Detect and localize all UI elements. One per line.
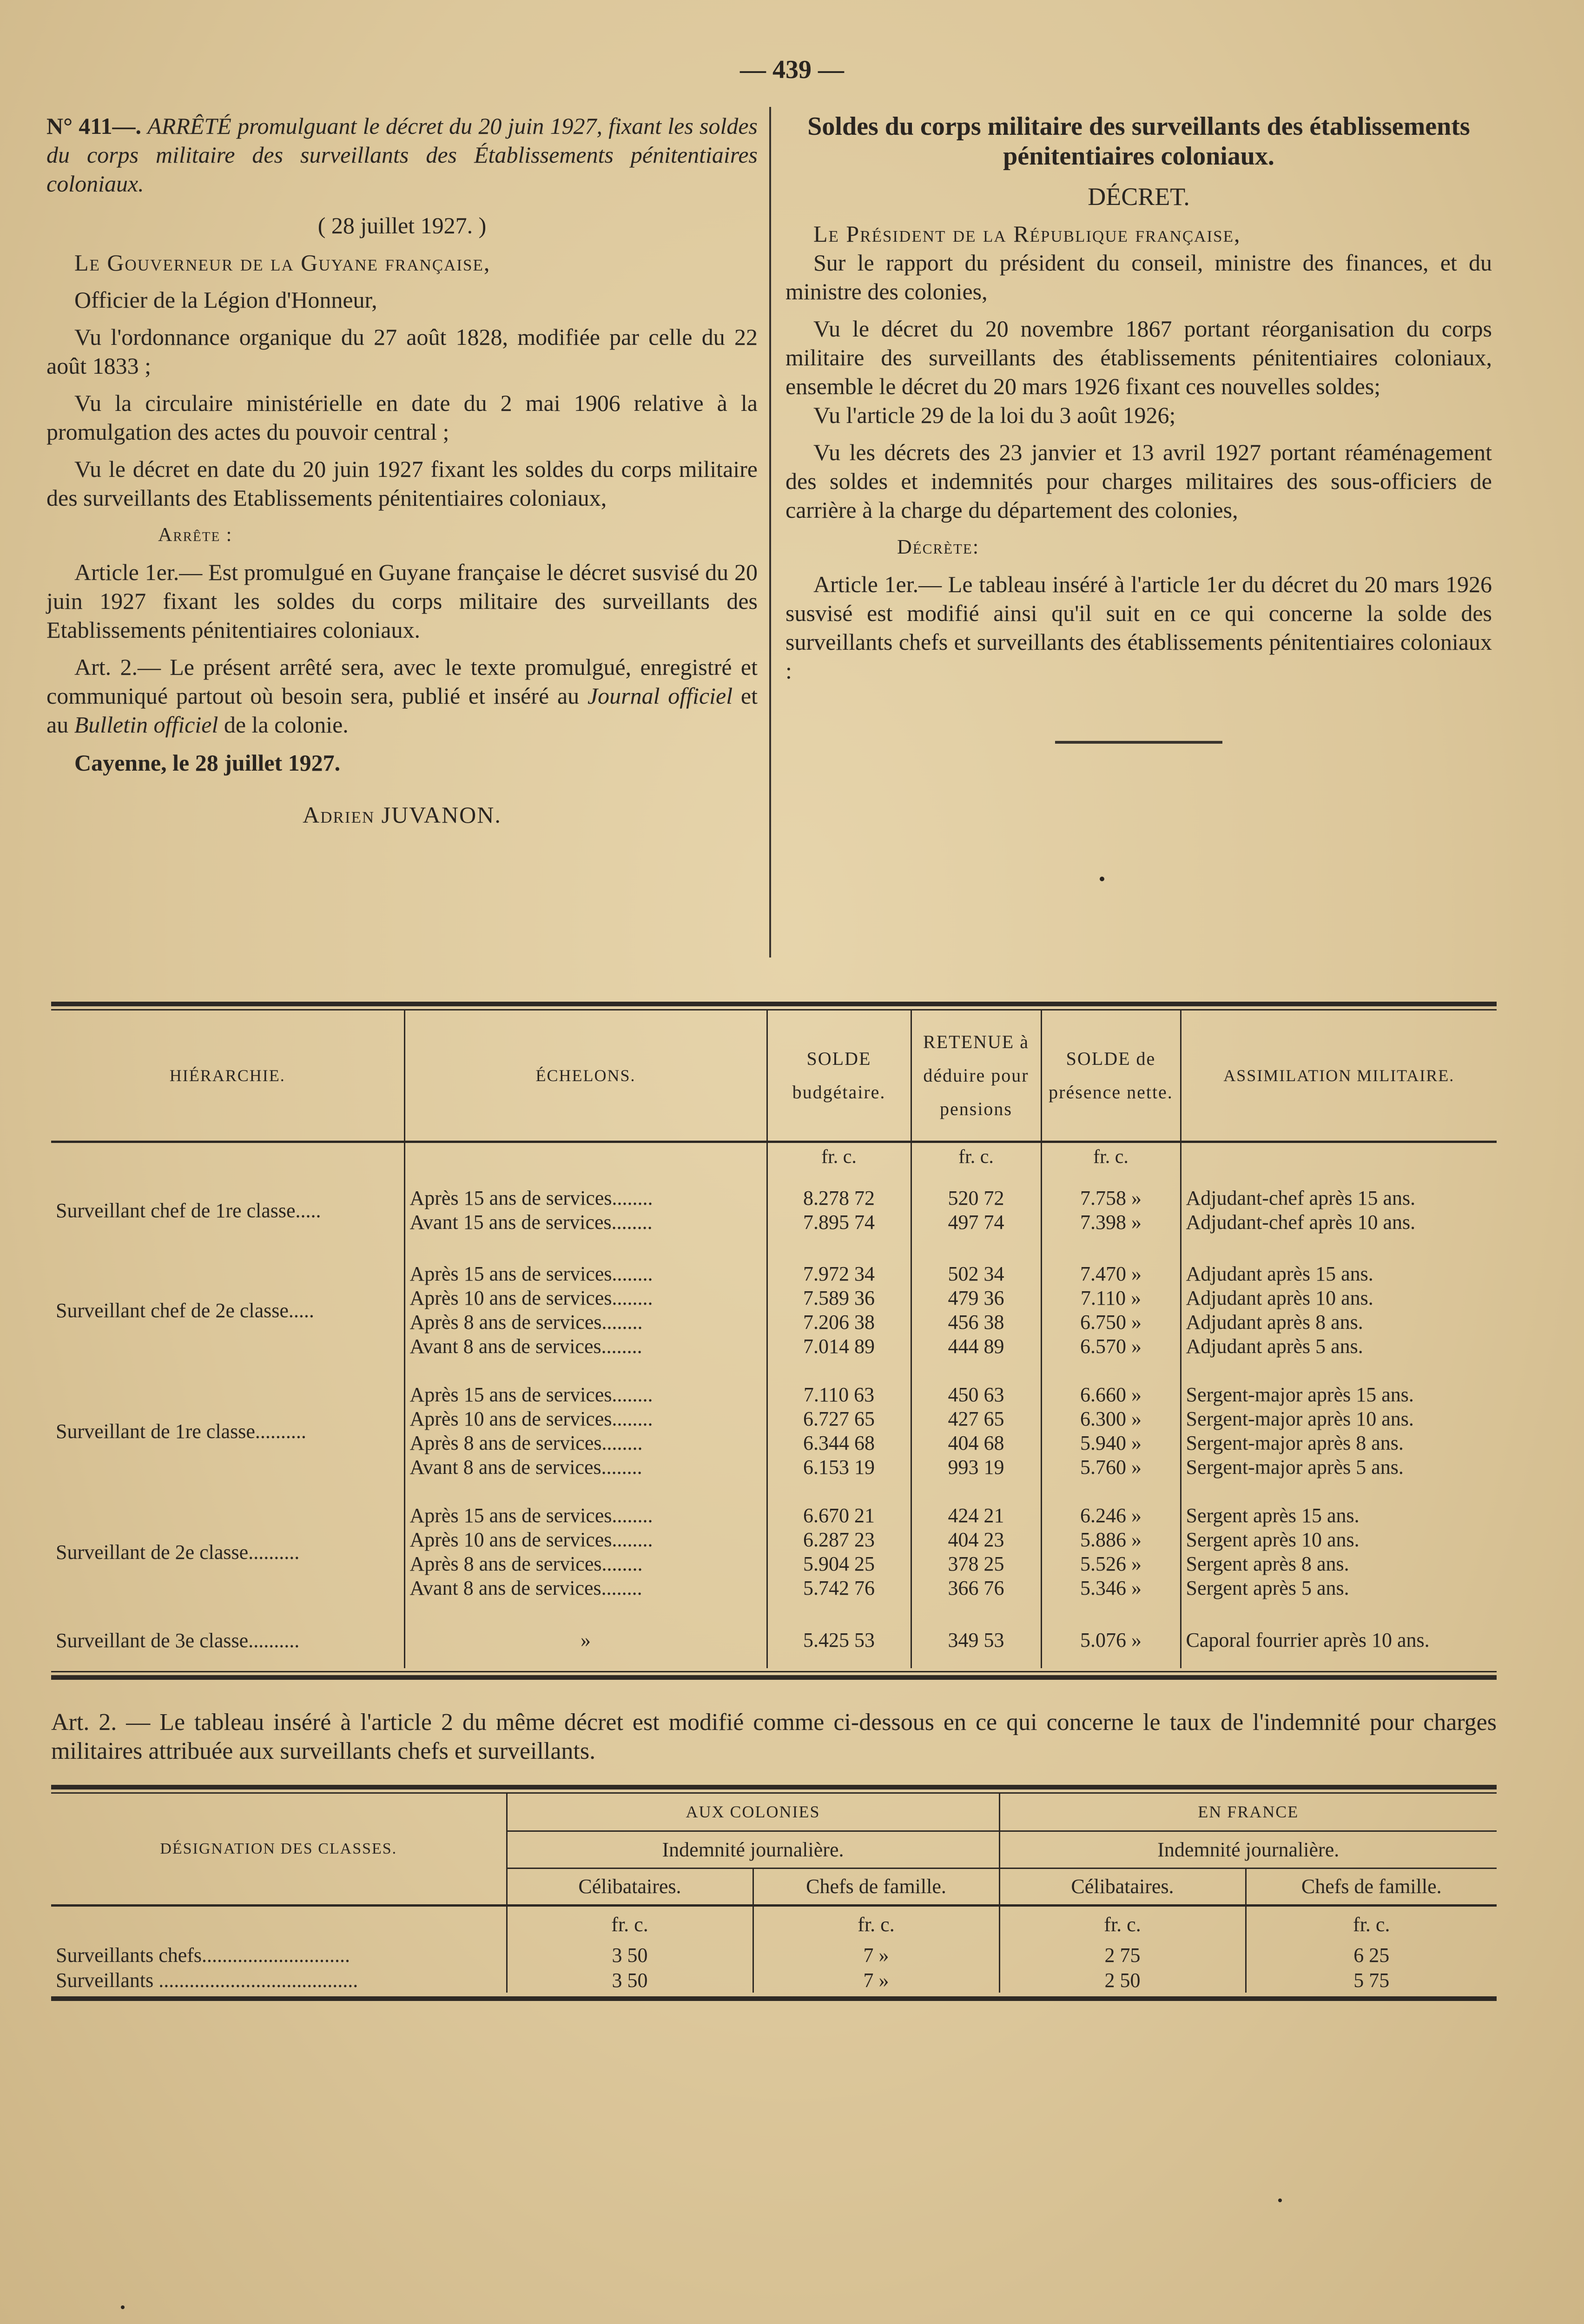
value: 5 75 <box>1246 1967 1497 1993</box>
page-number: — 439 — <box>740 55 844 84</box>
indemnite-france: Indemnité journalière. <box>999 1831 1497 1868</box>
decrete-label: Décrète: <box>897 535 980 558</box>
value: 5.346 » <box>1080 1577 1142 1599</box>
value: 5.526 » <box>1080 1552 1142 1575</box>
value: Sergent après 8 ans. <box>1186 1552 1349 1575</box>
assimilation-cell <box>1181 1492 1497 1612</box>
header-celib-france: Célibataires. <box>999 1868 1246 1905</box>
value: 5.076 » <box>1080 1629 1142 1651</box>
value: 5.425 53 <box>803 1629 875 1651</box>
unit-blank <box>1181 1142 1497 1171</box>
value: Sergent après 10 ans. <box>1186 1528 1360 1551</box>
value: 424 21 <box>948 1504 1004 1527</box>
header-retenue: RETENUE à déduire pour pensions <box>911 1010 1041 1142</box>
header-echelons: ÉCHELONS. <box>404 1010 767 1142</box>
retenue-cell <box>911 1492 1041 1612</box>
value: 5.940 » <box>1080 1432 1142 1454</box>
value: Sergent-major après 10 ans. <box>1186 1407 1414 1430</box>
value: Adjudant-chef après 10 ans. <box>1186 1211 1416 1234</box>
indemnite-colonies: Indemnité journalière. <box>507 1831 999 1868</box>
retenue-cell <box>911 1250 1041 1371</box>
rank-name: Surveillant de 1re classe.......... <box>56 1419 306 1443</box>
assimilation-cell <box>1181 1371 1497 1492</box>
table-row <box>51 1250 1497 1371</box>
retenue-cell <box>911 1171 1041 1250</box>
signature: Adrien JUVANON. <box>303 802 502 828</box>
rapport-line: Sur le rapport du président du conseil, ministre des finances, et du ministre des colonies, <box>785 250 1492 304</box>
echelon: » <box>581 1629 591 1651</box>
value: 5.760 » <box>1080 1456 1142 1479</box>
table-bottom-rule-thin <box>51 1671 1497 1672</box>
presence-cell <box>1041 1371 1181 1492</box>
unit-budgetaire: fr. c. <box>767 1142 911 1171</box>
article-2 <box>46 653 758 739</box>
class-label: Surveillants ....................................... <box>56 1968 358 1992</box>
assimilation-cell <box>1181 1171 1497 1250</box>
echelon-cell <box>404 1371 767 1492</box>
value: 5.886 » <box>1080 1528 1142 1551</box>
header-designation: DÉSIGNATION DES CLASSES. <box>160 1840 397 1857</box>
value: 7.110 » <box>1080 1287 1142 1309</box>
echelon: Après 15 ans de services........ <box>409 1187 653 1209</box>
unit-retenue: fr. c. <box>911 1142 1041 1171</box>
echelon: Après 8 ans de services........ <box>409 1311 643 1334</box>
value: 7 » <box>753 1942 999 1967</box>
column-divider <box>769 107 771 957</box>
arrete-heading <box>46 112 758 198</box>
presence-cell <box>1041 1492 1181 1612</box>
header-solde-presence: SOLDE de présence nette. <box>1041 1010 1181 1142</box>
unit-presence: fr. c. <box>1041 1142 1181 1171</box>
budgetaire-cell <box>767 1250 911 1371</box>
value: 404 68 <box>948 1432 1004 1454</box>
ink-speck <box>1278 2199 1282 2202</box>
article-1: Article 1er.— Est promulgué en Guyane française le décret susvisé du 20 juin 1927 fixant les soldes du corps militaire des surveillants des Etablissements pénitentiaires coloniaux. <box>46 559 758 643</box>
article-2-start: Art. 2.— Le présent arrêté sera, avec le texte promulgué, enregistré et communiqué partout où besoin sera, publié et inséré au <box>46 654 758 709</box>
arrete-number: N° 411—. <box>46 113 142 139</box>
value: Sergent après 5 ans. <box>1186 1577 1349 1599</box>
decree-title: Soldes du corps militaire des surveillants des établissements pénitentiaires coloniaux. <box>807 112 1470 171</box>
value: 8.278 72 <box>803 1187 875 1209</box>
value: Adjudant après 8 ans. <box>1186 1311 1363 1334</box>
journal-officiel: Journal officiel <box>587 683 733 709</box>
echelon-cell <box>404 1612 767 1668</box>
echelon: Après 10 ans de services........ <box>409 1407 653 1430</box>
table-row <box>51 1492 1497 1612</box>
presence-cell <box>1041 1250 1181 1371</box>
table-row <box>51 1371 1497 1492</box>
value: 6.300 » <box>1080 1407 1142 1430</box>
header-aux-colonies: AUX COLONIES <box>507 1794 999 1831</box>
rank-name: Surveillant de 2e classe.......... <box>56 1540 300 1564</box>
echelon: Avant 8 ans de services........ <box>409 1577 642 1599</box>
visa-decrets-1927: Vu les décrets des 23 janvier et 13 avril 1927 portant réaménagement des soldes et indemnités pour charges militaires des sous-officiers de carrière à la charge du département des colonies, <box>785 439 1492 523</box>
header-celib-colonies: Célibataires. <box>507 1868 753 1905</box>
value: Sergent-major après 15 ans. <box>1186 1383 1414 1406</box>
ink-speck <box>1100 877 1104 881</box>
value: Adjudant après 5 ans. <box>1186 1335 1363 1358</box>
value: 993 19 <box>948 1456 1004 1479</box>
value: 497 74 <box>948 1211 1004 1234</box>
value: Sergent-major après 5 ans. <box>1186 1456 1404 1479</box>
class-label: Surveillants chefs............................. <box>56 1943 350 1967</box>
table2-bottom-rule <box>51 1996 1497 2001</box>
article-2-end: de la colonie. <box>218 712 349 738</box>
table2-top-rule <box>51 1785 1497 1789</box>
value: 502 34 <box>948 1262 1004 1285</box>
value: 6.153 19 <box>803 1456 875 1479</box>
value: 450 63 <box>948 1383 1004 1406</box>
budgetaire-cell <box>767 1171 911 1250</box>
salary-table <box>51 1002 1497 1680</box>
echelon-cell <box>404 1171 767 1250</box>
value: 7.206 38 <box>803 1311 875 1334</box>
arrete-title: ARRÊTÉ promulguant le décret du 20 juin 1927, fixant les soldes du corps militaire des surveillants des Établissements pénitentiaires coloniaux. <box>46 113 758 197</box>
budgetaire-cell <box>767 1612 911 1668</box>
header-en-france: EN FRANCE <box>999 1794 1497 1831</box>
value: 7.014 89 <box>803 1335 875 1358</box>
value: 6.344 68 <box>803 1432 875 1454</box>
value: 6.670 21 <box>803 1504 875 1527</box>
value: 6.246 » <box>1080 1504 1142 1527</box>
value: 427 65 <box>948 1407 1004 1430</box>
arrete-label: Arrête : <box>158 524 233 546</box>
value: 3 50 <box>507 1967 753 1993</box>
assimilation-cell <box>1181 1612 1497 1668</box>
decree-article-1: Article 1er.— Le tableau inséré à l'article 1er du décret du 20 mars 1926 susvisé est modifié ainsi qu'il suit en ce qui concerne la solde des surveillants chefs et surveillants des établissements pénitentiaires coloniaux : <box>785 571 1492 684</box>
value: 7.589 36 <box>803 1287 875 1309</box>
value: 349 53 <box>948 1629 1004 1651</box>
value: 479 36 <box>948 1287 1004 1309</box>
table-top-rule <box>51 1002 1497 1006</box>
unit: fr. c. <box>507 1905 753 1942</box>
echelon: Après 8 ans de services........ <box>409 1552 643 1575</box>
value: 378 25 <box>948 1552 1004 1575</box>
rank-name: Surveillant chef de 1re classe..... <box>56 1199 321 1222</box>
value: 7.398 » <box>1080 1211 1142 1234</box>
rank-name: Surveillant de 3e classe.......... <box>56 1629 300 1652</box>
value: 3 50 <box>507 1942 753 1967</box>
echelon: Après 15 ans de services........ <box>409 1383 653 1406</box>
value: 7.758 » <box>1080 1187 1142 1209</box>
value: Sergent-major après 8 ans. <box>1186 1432 1404 1454</box>
echelon: Avant 15 ans de services........ <box>409 1211 653 1234</box>
value: 6.287 23 <box>803 1528 875 1551</box>
value: 7 » <box>753 1967 999 1993</box>
presence-cell <box>1041 1612 1181 1668</box>
echelon: Avant 8 ans de services........ <box>409 1456 642 1479</box>
table-row <box>51 1967 1497 1993</box>
value: 444 89 <box>948 1335 1004 1358</box>
value: 7.972 34 <box>803 1262 875 1285</box>
unit: fr. c. <box>999 1905 1246 1942</box>
value: 520 72 <box>948 1187 1004 1209</box>
arrete-date: ( 28 juillet 1927. ) <box>317 212 487 238</box>
budgetaire-cell <box>767 1371 911 1492</box>
echelon-cell <box>404 1250 767 1371</box>
table-row <box>51 1171 1497 1250</box>
value: 7.110 63 <box>803 1383 875 1406</box>
value: 2 50 <box>999 1967 1246 1993</box>
ink-speck <box>121 2305 125 2309</box>
header-chefs-france: Chefs de famille. <box>1246 1868 1497 1905</box>
separator-rule <box>1055 741 1222 744</box>
retenue-cell <box>911 1371 1041 1492</box>
value: 5.742 76 <box>803 1577 875 1599</box>
value: 6.660 » <box>1080 1383 1142 1406</box>
officer-line: Officier de la Légion d'Honneur, <box>74 287 377 313</box>
article-2-mid: et au <box>46 683 758 738</box>
value: Sergent après 15 ans. <box>1186 1504 1360 1527</box>
header-solde-budgetaire: SOLDE budgétaire. <box>767 1010 911 1142</box>
value: 2 75 <box>999 1942 1246 1967</box>
visa-loi-1926: Vu l'article 29 de la loi du 3 août 1926; <box>813 402 1176 428</box>
value: 5.904 25 <box>803 1552 875 1575</box>
table-row <box>51 1942 1497 1967</box>
echelon: Après 10 ans de services........ <box>409 1287 653 1309</box>
bulletin-officiel: Bulletin officiel <box>74 712 218 738</box>
table-row <box>51 1612 1497 1668</box>
value: 6.750 » <box>1080 1311 1142 1334</box>
unit-blank <box>51 1905 507 1942</box>
visa-circulaire: Vu la circulaire ministérielle en date du 2 mai 1906 relative à la promulgation des actes du pouvoir central ; <box>46 390 758 445</box>
value: Caporal fourrier après 10 ans. <box>1186 1629 1430 1651</box>
header-assimilation: ASSIMILATION MILITAIRE. <box>1181 1010 1497 1142</box>
president-line: Le Président de la République française, <box>813 221 1241 247</box>
table-bottom-rule <box>51 1675 1497 1680</box>
left-column <box>46 112 758 838</box>
unit: fr. c. <box>753 1905 999 1942</box>
echelon: Après 15 ans de services........ <box>409 1504 653 1527</box>
value: 366 76 <box>948 1577 1004 1599</box>
echelon: Après 8 ans de services........ <box>409 1432 643 1454</box>
visa-decret-1867: Vu le décret du 20 novembre 1867 portant réorganisation du corps militaire des surveillants des établissements pénitentiaires coloniaux, ensemble le décret du 20 mars 1926 fixant ces nouvelles soldes; <box>785 316 1492 399</box>
right-column <box>785 112 1492 744</box>
echelon: Après 15 ans de services........ <box>409 1262 653 1285</box>
article-2-text: Art. 2. — Le tableau inséré à l'article 2 du même décret est modifié comme ci-dessous en ce qui concerne le taux de l'indemnité pour charges militaires attribuée aux surveillants chefs et surveillants. <box>51 1709 1497 1764</box>
header-chefs-colonies: Chefs de famille. <box>753 1868 999 1905</box>
value: 7.895 74 <box>803 1211 875 1234</box>
place-date: Cayenne, le 28 juillet 1927. <box>74 750 341 776</box>
unit-blank <box>51 1142 404 1171</box>
visa-decret: Vu le décret en date du 20 juin 1927 fixant les soldes du corps militaire des surveillants des Etablissements pénitentiaires coloniaux, <box>46 456 758 511</box>
presence-cell <box>1041 1171 1181 1250</box>
unit-blank <box>404 1142 767 1171</box>
header-hierarchie: HIÉRARCHIE. <box>169 1066 285 1085</box>
visa-ordonnance: Vu l'ordonnance organique du 27 août 1828, modifiée par celle du 22 août 1833 ; <box>46 324 758 379</box>
echelon: Après 10 ans de services........ <box>409 1528 653 1551</box>
retenue-cell <box>911 1612 1041 1668</box>
value: 6.727 65 <box>803 1407 875 1430</box>
budgetaire-cell <box>767 1492 911 1612</box>
value: 6 25 <box>1246 1942 1497 1967</box>
value: 404 23 <box>948 1528 1004 1551</box>
governor-line: Le Gouverneur de la Guyane française, <box>74 250 491 276</box>
echelon: Avant 8 ans de services........ <box>409 1335 642 1358</box>
value: Adjudant-chef après 15 ans. <box>1186 1187 1416 1209</box>
decree-label: DÉCRET. <box>1088 183 1190 211</box>
assimilation-cell <box>1181 1250 1497 1371</box>
value: 7.470 » <box>1080 1262 1142 1285</box>
value: 456 38 <box>948 1311 1004 1334</box>
value: Adjudant après 15 ans. <box>1186 1262 1373 1285</box>
rank-name: Surveillant chef de 2e classe..... <box>56 1299 314 1322</box>
value: 6.570 » <box>1080 1335 1142 1358</box>
unit: fr. c. <box>1246 1905 1497 1942</box>
value: Adjudant après 10 ans. <box>1186 1287 1373 1309</box>
indemnity-table <box>51 1785 1497 2001</box>
echelon-cell <box>404 1492 767 1612</box>
